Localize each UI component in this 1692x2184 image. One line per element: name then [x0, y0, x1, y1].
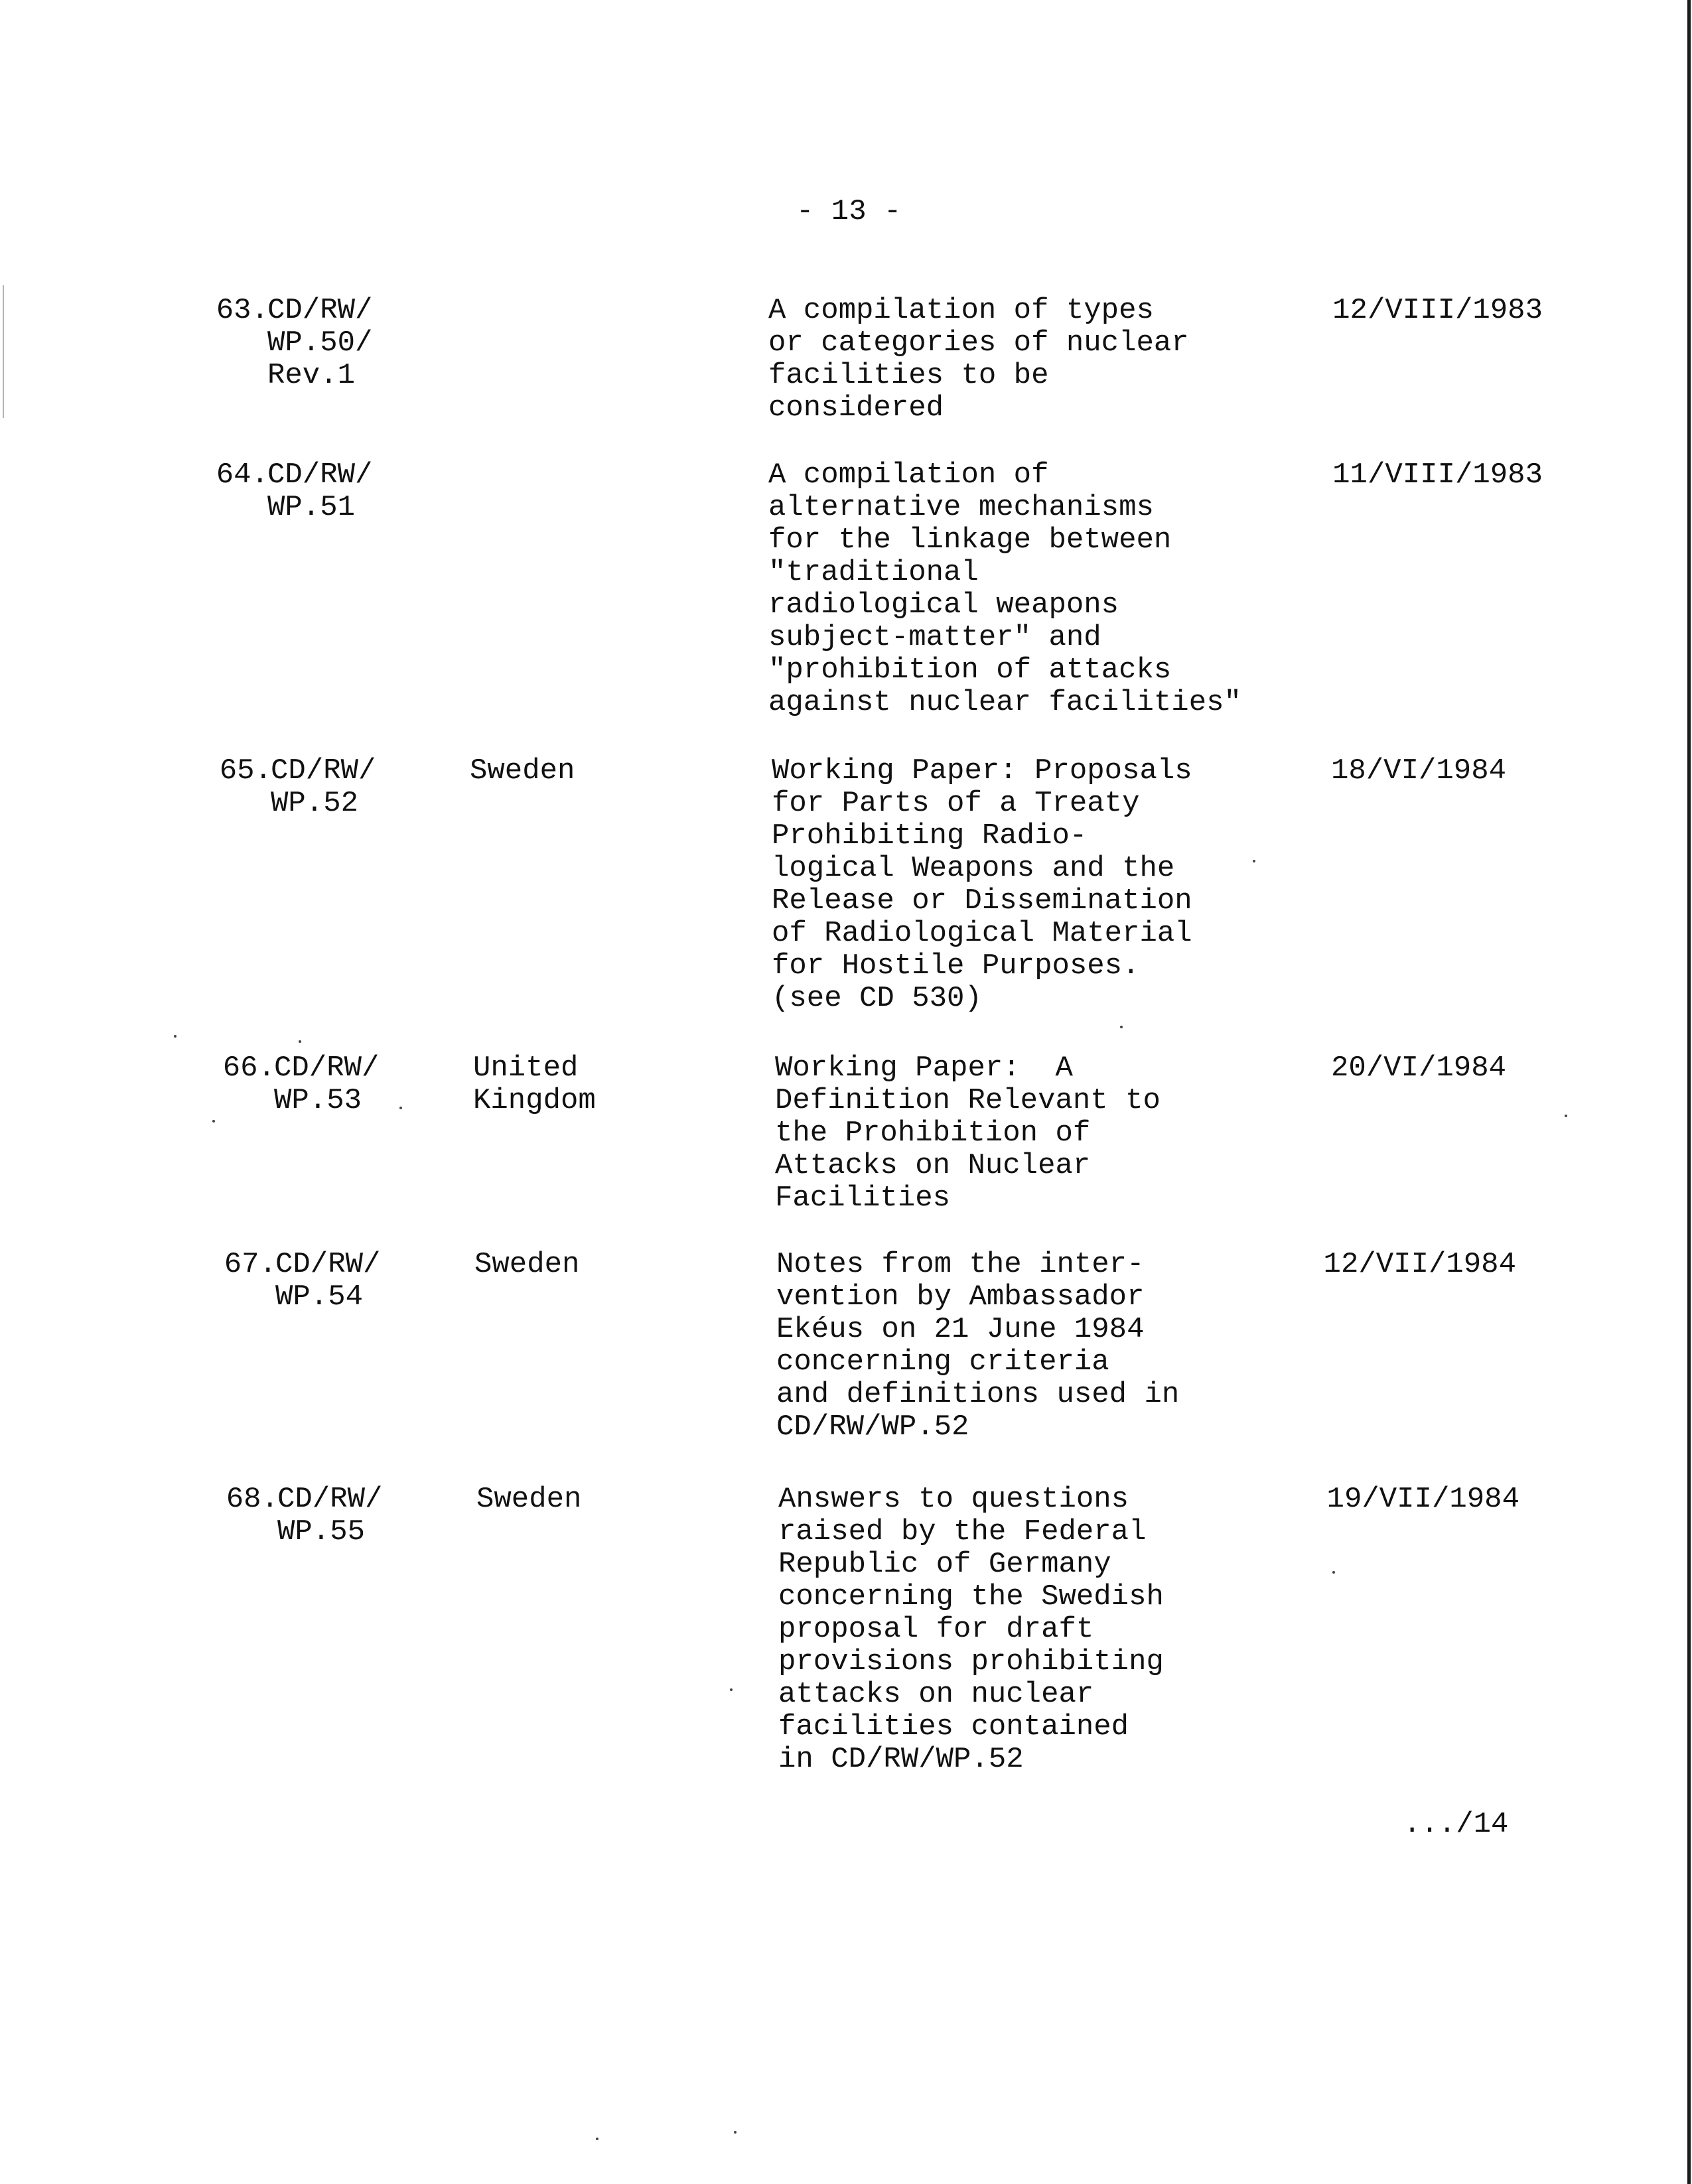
page-edge-line: [1687, 0, 1691, 2184]
entry-title-line: Attacks on Nuclear: [775, 1149, 1091, 1182]
entry-title-line: "prohibition of attacks: [768, 653, 1172, 687]
scan-speck: [1120, 1026, 1123, 1028]
entry-title: [772, 755, 1316, 1015]
entry-author-line: United: [473, 1052, 579, 1085]
scan-speck: [730, 1688, 733, 1691]
entry-date: 19/VII/1984: [1326, 1483, 1519, 1516]
entry-author-line: Sweden: [474, 1248, 580, 1281]
entry-symbol: [274, 1052, 447, 1117]
entry-title-line: (see CD 530): [772, 982, 982, 1015]
entry-title-line: of Radiological Material: [772, 917, 1192, 950]
entry-title-line: against nuclear facilities": [768, 686, 1241, 719]
entry-title-line: Answers to questions: [778, 1483, 1129, 1516]
entry-author: [474, 1249, 713, 1281]
entry-title: [778, 1483, 1322, 1776]
entry-author: [473, 1052, 712, 1117]
entry-title: [776, 1249, 1320, 1444]
entry-symbol: [267, 459, 440, 524]
entry-title-line: concerning criteria: [776, 1345, 1109, 1379]
entry-number: 63.: [216, 294, 269, 327]
scan-speck: [212, 1120, 215, 1123]
entry-symbol-line: CD/RW/: [275, 1248, 381, 1281]
page-number: - 13 -: [796, 195, 902, 228]
entry-number: 68.: [226, 1483, 279, 1516]
entry-date: 11/VIII/1983: [1332, 458, 1543, 492]
scan-speck: [1565, 1115, 1567, 1117]
entry-title-line: raised by the Federal: [778, 1515, 1147, 1548]
entry-title-line: for the linkage between: [768, 523, 1172, 557]
entry-date: 12/VIII/1983: [1332, 294, 1543, 327]
entry-title-line: A compilation of types: [768, 294, 1154, 327]
entry-number: 66.: [222, 1052, 275, 1085]
entry-symbol-line: CD/RW/: [267, 458, 373, 492]
entry-title-line: Working Paper: A: [775, 1052, 1073, 1085]
entry-date: 20/VI/1984: [1330, 1052, 1506, 1085]
entry-title-line: Notes from the inter-: [776, 1248, 1145, 1281]
entry-title-line: in CD/RW/WP.52: [778, 1743, 1024, 1776]
entry-title-line: Definition Relevant to: [775, 1084, 1161, 1117]
entry-title-line: CD/RW/WP.52: [776, 1410, 969, 1444]
scan-speck: [596, 2138, 599, 2140]
entry-title-line: considered: [768, 391, 944, 425]
entry-date: 18/VI/1984: [1330, 754, 1506, 787]
entry-symbol: [277, 1483, 450, 1548]
entry-symbol-line: CD/RW/: [267, 294, 373, 327]
entry-title-line: facilities to be: [768, 359, 1049, 392]
entry-title-line: alternative mechanisms: [768, 491, 1154, 524]
scan-speck: [299, 1040, 301, 1043]
entry-title-line: concerning the Swedish: [778, 1580, 1164, 1613]
entry-number: 67.: [224, 1248, 277, 1281]
entry-symbol-line: WP.51: [267, 491, 356, 524]
entry-title-line: A compilation of: [768, 458, 1049, 492]
scan-speck: [174, 1035, 176, 1038]
entry-number: 64.: [216, 458, 269, 492]
entry-symbol-line: Rev.1: [267, 359, 356, 392]
entry-title-line: and definitions used in: [776, 1378, 1180, 1411]
entry-title-line: for Hostile Purposes.: [772, 949, 1140, 983]
entry-title-line: Republic of Germany: [778, 1548, 1111, 1581]
entry-symbol-line: WP.53: [274, 1084, 362, 1117]
entry-title-line: Working Paper: Proposals: [772, 754, 1192, 787]
entry-author: [470, 755, 709, 787]
scan-speck: [399, 1107, 402, 1109]
entry-symbol-line: WP.55: [277, 1515, 366, 1548]
entry-number: 65.: [219, 754, 272, 787]
entry-author-line: Sweden: [470, 754, 575, 787]
entry-title-line: Release or Dissemination: [772, 884, 1192, 918]
entry-title-line: logical Weapons and the: [772, 852, 1175, 885]
entry-symbol-line: WP.50/: [267, 326, 373, 360]
continuation-marker: .../14: [1403, 1808, 1509, 1841]
entry-symbol: [271, 755, 443, 820]
entry-title-line: attacks on nuclear: [778, 1678, 1094, 1711]
entry-title-line: facilities contained: [778, 1710, 1129, 1743]
scan-margin-mark: [3, 285, 4, 418]
entry-title-line: for Parts of a Treaty: [772, 787, 1140, 820]
entry-title-line: radiological weapons: [768, 588, 1119, 622]
entry-title-line: provisions prohibiting: [778, 1645, 1164, 1678]
entry-title-line: "traditional: [768, 556, 979, 589]
entry-title: [775, 1052, 1319, 1215]
entry-title-line: Ekéus on 21 June 1984: [776, 1313, 1145, 1346]
entry-author: [476, 1483, 715, 1516]
entry-title-line: proposal for draft: [778, 1613, 1094, 1646]
entry-symbol-line: CD/RW/: [277, 1483, 383, 1516]
entry-title: [768, 459, 1312, 719]
entry-title-line: vention by Ambassador: [776, 1280, 1145, 1314]
scan-speck: [1332, 1571, 1335, 1574]
entry-date: 12/VII/1984: [1323, 1248, 1516, 1281]
entry-title-line: or categories of nuclear: [768, 326, 1189, 360]
entry-symbol-line: WP.54: [275, 1280, 364, 1314]
entry-author-line: Sweden: [476, 1483, 582, 1516]
entry-author-line: Kingdom: [473, 1084, 596, 1117]
entry-symbol-line: CD/RW/: [271, 754, 376, 787]
scan-speck: [734, 2131, 737, 2134]
entry-symbol: [267, 295, 440, 392]
entry-title-line: Facilities: [775, 1182, 951, 1215]
entry-title-line: the Prohibition of: [775, 1117, 1091, 1150]
entry-title-line: subject-matter" and: [768, 621, 1101, 654]
entry-title-line: Prohibiting Radio-: [772, 819, 1088, 853]
entry-symbol-line: CD/RW/: [274, 1052, 380, 1085]
scan-speck: [1253, 860, 1255, 862]
entry-symbol-line: WP.52: [271, 787, 359, 820]
entry-title: [768, 295, 1312, 425]
entry-symbol: [275, 1249, 448, 1314]
